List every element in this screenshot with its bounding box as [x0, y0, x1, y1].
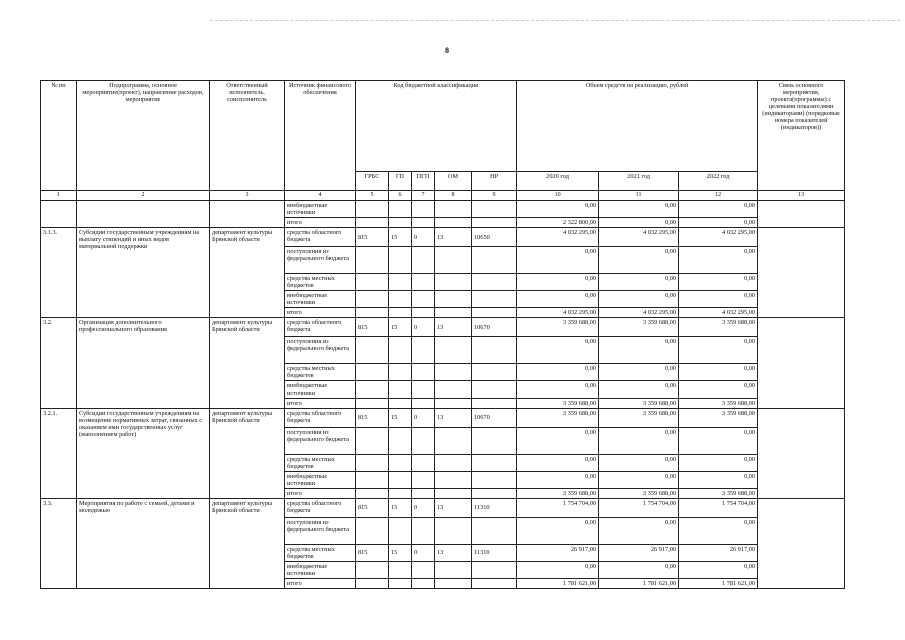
cell-np: 10650: [472, 228, 517, 247]
header-2020: 2020 год: [517, 172, 599, 191]
cell-gp: [389, 488, 412, 498]
cell-om: [435, 247, 472, 274]
table-body: [41, 191, 845, 589]
cell-source: внебюджетные источники: [285, 561, 356, 578]
cell-2021: 26 917,00: [599, 544, 679, 561]
cell-2020: 0,00: [517, 364, 599, 381]
cell-pgp: [412, 517, 435, 544]
cell-np: [472, 364, 517, 381]
cell-2021: 0,00: [599, 291, 679, 308]
cell-2020: 0,00: [517, 291, 599, 308]
budget-table: [40, 80, 845, 589]
cell-2022: 0,00: [679, 274, 758, 291]
cell-grbs: 815: [356, 498, 389, 517]
cell-2020: 3 359 688,00: [517, 488, 599, 498]
cell-gp: 15: [389, 228, 412, 247]
cell-2022: 0,00: [679, 218, 758, 228]
cell-om: [435, 201, 472, 218]
cell-pgp: [412, 201, 435, 218]
cell-source: средства областного бюджета: [285, 498, 356, 517]
cell-source: итого: [285, 488, 356, 498]
cell-grbs: [356, 337, 389, 364]
cell-2021: 0,00: [599, 364, 679, 381]
cell-grbs: [356, 274, 389, 291]
cell-source: внебюджетные источники: [285, 201, 356, 218]
cell-source: внебюджетные источники: [285, 471, 356, 488]
cell-2022: 4 032 295,00: [679, 308, 758, 318]
cell-np: [472, 561, 517, 578]
cell-pgp: [412, 337, 435, 364]
cell-om: [435, 274, 472, 291]
cell-np: [472, 201, 517, 218]
cell-np: [472, 517, 517, 544]
cell-gp: [389, 291, 412, 308]
header-om: ОМ: [435, 172, 472, 191]
table-row: [41, 201, 845, 218]
cell-om: 13: [435, 318, 472, 337]
cell-grbs: 815: [356, 228, 389, 247]
cell-2021: 0,00: [599, 517, 679, 544]
cell-2020: 26 917,00: [517, 544, 599, 561]
column-number: 10: [517, 191, 599, 201]
cell-link: [758, 201, 845, 228]
cell-grbs: [356, 218, 389, 228]
cell-link: [758, 318, 845, 408]
cell-2022: 0,00: [679, 381, 758, 398]
cell-gp: [389, 398, 412, 408]
header-2022: 2022 год: [679, 172, 758, 191]
column-number: 12: [679, 191, 758, 201]
table-row: [41, 408, 845, 427]
cell-2020: 0,00: [517, 427, 599, 454]
cell-num: 3.3.: [41, 498, 77, 588]
cell-name: Субсидии государственным учреждениям на выплату стипендий и иных видов материальной поддержки: [77, 228, 210, 318]
table-row: [41, 318, 845, 337]
cell-pgp: [412, 471, 435, 488]
cell-grbs: 815: [356, 408, 389, 427]
cell-gp: [389, 201, 412, 218]
cell-2020: 0,00: [517, 274, 599, 291]
cell-pgp: 0: [412, 498, 435, 517]
cell-2021: 0,00: [599, 218, 679, 228]
cell-num: 3.1.3.: [41, 228, 77, 318]
table-row: [41, 228, 845, 247]
cell-2021: 0,00: [599, 247, 679, 274]
cell-np: 10670: [472, 408, 517, 427]
scan-artifact-line: [210, 20, 900, 21]
cell-grbs: 815: [356, 544, 389, 561]
page-number: 8: [445, 46, 449, 55]
cell-link: [758, 498, 845, 588]
cell-grbs: [356, 201, 389, 218]
cell-om: 13: [435, 408, 472, 427]
cell-2021: 0,00: [599, 427, 679, 454]
cell-2020: 1 781 621,00: [517, 579, 599, 589]
cell-2020: 3 359 688,00: [517, 398, 599, 408]
cell-2022: 0,00: [679, 337, 758, 364]
cell-pgp: [412, 398, 435, 408]
cell-om: [435, 398, 472, 408]
header-np: НР: [472, 172, 517, 191]
cell-grbs: [356, 291, 389, 308]
header-gp: ГП: [389, 172, 412, 191]
cell-2022: 3 359 688,00: [679, 408, 758, 427]
cell-om: [435, 337, 472, 364]
header-grbs: ГРБС: [356, 172, 389, 191]
cell-name: Субсидии государственным учреждениям на возмещение нормативных затрат, связанных с оказанием ими государственных услуг (выполнением работ): [77, 408, 210, 498]
column-number: 13: [758, 191, 845, 201]
header-source: Источник финансового обеспечения: [285, 81, 356, 191]
cell-om: 13: [435, 228, 472, 247]
header-num: № пп: [41, 81, 77, 191]
cell-np: [472, 381, 517, 398]
cell-2020: 2 322 800,00: [517, 218, 599, 228]
cell-2020: 0,00: [517, 561, 599, 578]
cell-gp: [389, 247, 412, 274]
cell-np: 11310: [472, 498, 517, 517]
cell-2022: 1 754 704,00: [679, 498, 758, 517]
cell-gp: 15: [389, 498, 412, 517]
cell-2021: 0,00: [599, 454, 679, 471]
cell-np: [472, 291, 517, 308]
table-row: [41, 498, 845, 517]
cell-pgp: [412, 381, 435, 398]
cell-2021: 3 359 688,00: [599, 408, 679, 427]
cell-source: итого: [285, 398, 356, 408]
cell-om: 13: [435, 544, 472, 561]
column-number: 5: [356, 191, 389, 201]
cell-grbs: [356, 308, 389, 318]
cell-grbs: 815: [356, 318, 389, 337]
cell-gp: [389, 454, 412, 471]
cell-num: [41, 201, 77, 228]
cell-2021: 0,00: [599, 201, 679, 218]
cell-num: 3.2.: [41, 318, 77, 408]
cell-source: средства местных бюджетов: [285, 274, 356, 291]
cell-link: [758, 228, 845, 318]
cell-source: средства областного бюджета: [285, 318, 356, 337]
cell-om: [435, 308, 472, 318]
cell-np: [472, 218, 517, 228]
cell-grbs: [356, 381, 389, 398]
cell-gp: [389, 274, 412, 291]
cell-executor: департамент культуры Брянской области: [210, 498, 285, 588]
column-number: 9: [472, 191, 517, 201]
cell-source: средства областного бюджета: [285, 408, 356, 427]
column-number-row: [41, 191, 845, 201]
cell-2022: 4 032 295,00: [679, 228, 758, 247]
cell-om: 13: [435, 498, 472, 517]
cell-2020: 0,00: [517, 454, 599, 471]
cell-pgp: [412, 561, 435, 578]
cell-2021: 0,00: [599, 274, 679, 291]
cell-pgp: [412, 247, 435, 274]
cell-pgp: [412, 274, 435, 291]
cell-2020: 0,00: [517, 201, 599, 218]
cell-grbs: [356, 454, 389, 471]
cell-link: [758, 408, 845, 498]
cell-source: средства областного бюджета: [285, 228, 356, 247]
cell-2021: 1 781 621,00: [599, 579, 679, 589]
cell-source: средства местных бюджетов: [285, 544, 356, 561]
cell-gp: [389, 364, 412, 381]
cell-2021: 0,00: [599, 471, 679, 488]
cell-gp: [389, 337, 412, 364]
cell-np: [472, 579, 517, 589]
table-header: [41, 81, 845, 191]
header-pgp: ПГП: [412, 172, 435, 191]
cell-2022: 0,00: [679, 247, 758, 274]
cell-grbs: [356, 398, 389, 408]
cell-2020: 0,00: [517, 517, 599, 544]
cell-om: [435, 561, 472, 578]
cell-grbs: [356, 517, 389, 544]
cell-np: [472, 488, 517, 498]
cell-source: средства местных бюджетов: [285, 364, 356, 381]
cell-2022: 0,00: [679, 291, 758, 308]
cell-np: 10670: [472, 318, 517, 337]
cell-2021: 4 032 295,00: [599, 308, 679, 318]
column-number: 3: [210, 191, 285, 201]
cell-grbs: [356, 579, 389, 589]
cell-2022: 0,00: [679, 364, 758, 381]
cell-gp: [389, 561, 412, 578]
cell-source: внебюджетные источники: [285, 291, 356, 308]
header-subprogram: Подпрограмма, основное мероприятие(проект), направление расходов, мероприятие: [77, 81, 210, 191]
cell-2021: 4 032 295,00: [599, 228, 679, 247]
cell-gp: [389, 308, 412, 318]
column-number: 6: [389, 191, 412, 201]
cell-pgp: 0: [412, 228, 435, 247]
cell-2022: 3 359 688,00: [679, 488, 758, 498]
cell-2020: 3 359 688,00: [517, 318, 599, 337]
cell-gp: [389, 381, 412, 398]
cell-source: внебюджетные источники: [285, 381, 356, 398]
header-budget-code: Код бюджетной классификации: [356, 81, 517, 172]
cell-2022: 0,00: [679, 561, 758, 578]
cell-pgp: [412, 454, 435, 471]
cell-source: поступления из федерального бюджета: [285, 247, 356, 274]
cell-pgp: [412, 488, 435, 498]
cell-executor: [210, 201, 285, 228]
cell-2022: 26 917,00: [679, 544, 758, 561]
cell-pgp: [412, 218, 435, 228]
cell-2022: 1 781 621,00: [679, 579, 758, 589]
cell-executor: департамент культуры Брянской области: [210, 228, 285, 318]
cell-om: [435, 427, 472, 454]
cell-grbs: [356, 364, 389, 381]
header-link: Связь основного мероприятия, проекта(программы) с целевыми показателями (индикаторами) (порядковые номера показателей (индикаторов)): [758, 81, 845, 191]
cell-gp: 15: [389, 544, 412, 561]
cell-2022: 0,00: [679, 201, 758, 218]
cell-np: [472, 427, 517, 454]
header-volume: Объем средств на реализацию, рублей: [517, 81, 758, 172]
cell-2021: 0,00: [599, 381, 679, 398]
column-number: 7: [412, 191, 435, 201]
cell-om: [435, 364, 472, 381]
column-number: 4: [285, 191, 356, 201]
cell-source: поступления из федерального бюджета: [285, 427, 356, 454]
cell-gp: 15: [389, 408, 412, 427]
cell-gp: [389, 517, 412, 544]
cell-2022: 3 359 688,00: [679, 318, 758, 337]
cell-grbs: [356, 471, 389, 488]
cell-om: [435, 488, 472, 498]
cell-om: [435, 454, 472, 471]
cell-2020: 4 032 295,00: [517, 228, 599, 247]
cell-source: поступления из федерального бюджета: [285, 517, 356, 544]
cell-np: [472, 398, 517, 408]
cell-pgp: 0: [412, 544, 435, 561]
column-number: 1: [41, 191, 77, 201]
cell-2020: 0,00: [517, 471, 599, 488]
cell-pgp: [412, 579, 435, 589]
cell-2020: 0,00: [517, 337, 599, 364]
cell-source: итого: [285, 579, 356, 589]
cell-num: 3.2.1.: [41, 408, 77, 498]
cell-source: итого: [285, 218, 356, 228]
column-number: 11: [599, 191, 679, 201]
cell-2021: 3 359 688,00: [599, 398, 679, 408]
cell-np: [472, 247, 517, 274]
cell-2020: 4 032 295,00: [517, 308, 599, 318]
cell-pgp: [412, 427, 435, 454]
cell-2021: 0,00: [599, 561, 679, 578]
cell-executor: департамент культуры Брянской области: [210, 408, 285, 498]
cell-source: поступления из федерального бюджета: [285, 337, 356, 364]
cell-2021: 0,00: [599, 337, 679, 364]
cell-gp: [389, 471, 412, 488]
cell-executor: департамент культуры Брянской области: [210, 318, 285, 408]
cell-om: [435, 471, 472, 488]
cell-np: [472, 337, 517, 364]
cell-gp: 15: [389, 318, 412, 337]
cell-name: [77, 201, 210, 228]
cell-2020: 1 754 704,00: [517, 498, 599, 517]
cell-pgp: [412, 308, 435, 318]
header-executor: Ответственный исполнитель, соисполнитель: [210, 81, 285, 191]
cell-2020: 3 359 688,00: [517, 408, 599, 427]
cell-2021: 3 359 688,00: [599, 318, 679, 337]
cell-grbs: [356, 247, 389, 274]
cell-2020: 0,00: [517, 247, 599, 274]
cell-np: [472, 471, 517, 488]
cell-np: [472, 274, 517, 291]
cell-grbs: [356, 427, 389, 454]
cell-np: [472, 308, 517, 318]
cell-grbs: [356, 561, 389, 578]
header-2021: 2021 год: [599, 172, 679, 191]
cell-om: [435, 218, 472, 228]
cell-pgp: 0: [412, 318, 435, 337]
cell-grbs: [356, 488, 389, 498]
cell-2022: 3 359 688,00: [679, 398, 758, 408]
column-number: 8: [435, 191, 472, 201]
cell-np: 11310: [472, 544, 517, 561]
cell-2022: 0,00: [679, 454, 758, 471]
cell-2021: 3 359 688,00: [599, 488, 679, 498]
cell-gp: [389, 427, 412, 454]
cell-om: [435, 579, 472, 589]
cell-name: Организация дополнительного профессионального образования: [77, 318, 210, 408]
cell-pgp: 0: [412, 408, 435, 427]
cell-om: [435, 291, 472, 308]
cell-2022: 0,00: [679, 471, 758, 488]
cell-name: Мероприятия по работе с семьей, детьми и молодежью: [77, 498, 210, 588]
cell-2022: 0,00: [679, 427, 758, 454]
cell-source: средства местных бюджетов: [285, 454, 356, 471]
cell-gp: [389, 579, 412, 589]
cell-gp: [389, 218, 412, 228]
cell-2021: 1 754 704,00: [599, 498, 679, 517]
cell-np: [472, 454, 517, 471]
cell-2022: 0,00: [679, 517, 758, 544]
cell-source: итого: [285, 308, 356, 318]
cell-om: [435, 517, 472, 544]
column-number: 2: [77, 191, 210, 201]
cell-2020: 0,00: [517, 381, 599, 398]
cell-om: [435, 381, 472, 398]
cell-pgp: [412, 364, 435, 381]
cell-pgp: [412, 291, 435, 308]
